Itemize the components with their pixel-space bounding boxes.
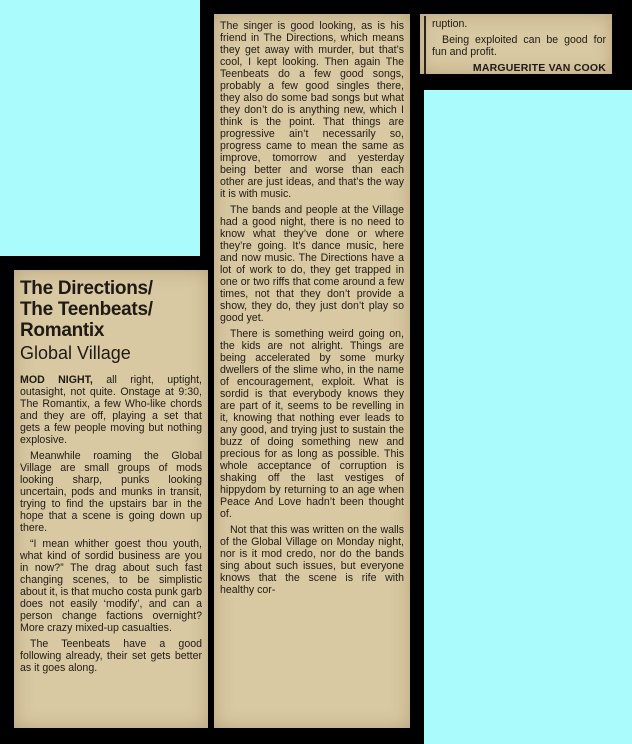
paragraph: Being exploited can be good for fun and profit.: [432, 34, 606, 58]
paragraph: There is something weird going on, the kids are not alright. Things are being accelerated by some murky dwellers of the slime who, in the name of encouragement, exploit. What is sordid is that everybody knows they are part of it, seems to be revelling in it, knowing that nothing ever leads to any good, and trying just to sustain the buzz of doing something new and precious for as long as possible. This whole acceptance of corruption is shaking off the last vestiges of hippydom by returning to an age when Peace And Love hadn’t been thought of.: [220, 328, 404, 520]
headline-line-3: Romantix: [20, 320, 105, 341]
clipping-left: [14, 270, 208, 728]
backing-right-column: [410, 0, 424, 744]
paragraph: [20, 374, 202, 446]
paragraph-text: Meanwhile roaming the Global Village are small groups of mods looking sharp, punks looking uncertain, pods and munks in transit, trying to find the upstairs bar in the hope that a scene is going down up there.: [20, 450, 202, 534]
paragraph: The bands and people at the Village had a good night, there is no need to know what they’ve done or where they’re going. It’s dance music, here and now music. The Directions have a lot of work to do, they get trapped in one or two riffs that come around a few times, not that they don’t provide a show, they do, they just don’t play so good yet.: [220, 204, 404, 324]
headline: [20, 278, 202, 341]
clipping-right: [420, 14, 612, 74]
paragraph: [20, 638, 202, 674]
paragraph: The singer is good looking, as is his friend in The Directions, which means they get away with murder, but that’s cool, I kept looking. Then again The Teenbeats do a few good songs, probably a few good singles there, they also do some bad songs but what they don’t do is anything new, which I think is the point. That things are progressive ain’t necessarily so, progress came to mean the same as improve, tomorrow and yesterday being better and worse than each other are just ideas, and that’s the way it is with music.: [220, 20, 404, 200]
paragraph-text: all right, uptight, outasight, not quite. Onstage at 9:30, The Romantix, a few Who-like chords and they are off, playing a set that gets a few people moving but nothing explosive.: [20, 374, 202, 446]
paragraph: [20, 450, 202, 534]
paragraph: Not that this was written on the walls of the Global Village on Monday night, nor is it mod credo, nor do the bands sing about such issues, but everyone knows that the scene is rife with healthy cor-: [220, 524, 404, 596]
paragraph-text: The Teenbeats have a good following already, their set gets better as it goes along.: [20, 638, 202, 674]
byline: MARGUERITE VAN COOK: [472, 62, 606, 74]
paragraph-lead: MOD NIGHT,: [20, 374, 93, 386]
headline-line-2: The Teenbeats/: [20, 299, 153, 320]
column-rule: [424, 16, 426, 74]
paragraph-text: “I mean whither goest thou youth, what kind of sordid business are you in now?” The drag about such fast changing scenes, to be simplistic about it, is that mucho costa punk garb does not easily ‘modify’, and can a person change factions overnight? More crazy mixed-up casualties.: [20, 538, 202, 634]
headline-line-1: The Directions/: [20, 278, 153, 299]
clipping-middle: [214, 14, 410, 728]
paragraph: ruption.: [432, 18, 468, 30]
left-column-text: [20, 374, 202, 674]
right-column-text: [432, 18, 606, 58]
middle-column-text: [220, 20, 404, 596]
venue: Global Village: [20, 343, 131, 363]
paragraph: [20, 538, 202, 634]
